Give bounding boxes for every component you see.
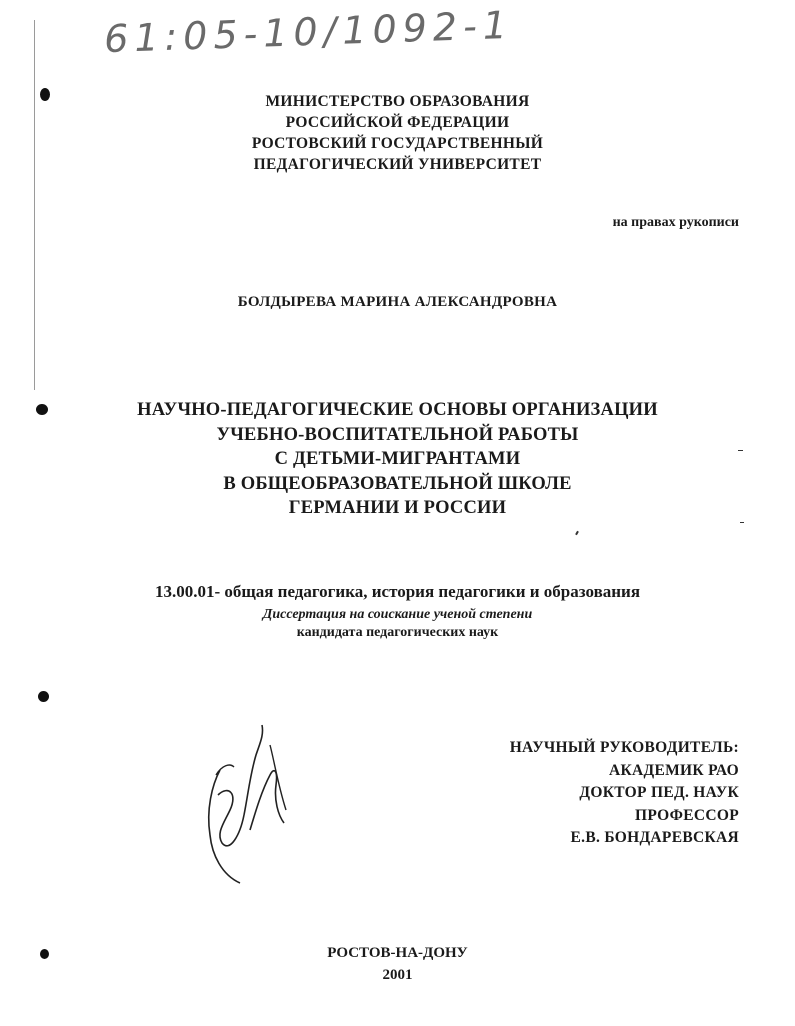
signature — [200, 715, 300, 890]
specialty-code: 13.00.01- общая педагогика, история педагогики и образования — [154, 582, 641, 601]
handwritten-archive-number: 61:05-10/1092-1 — [103, 2, 514, 62]
ministry-line: ПЕДАГОГИЧЕСКИЙ УНИВЕРСИТЕТ — [253, 156, 542, 173]
rights-note: на правах рукописи — [612, 215, 739, 230]
binding-hole-mark-3 — [38, 691, 49, 702]
scan-edge-line — [34, 20, 35, 390]
supervisor-line: Е.В. БОНДАРЕВСКАЯ — [570, 829, 739, 846]
title-line: НАУЧНО-ПЕДАГОГИЧЕСКИЕ ОСНОВЫ ОРГАНИЗАЦИИ — [137, 400, 658, 420]
ministry-line: РОСТОВСКИЙ ГОСУДАРСТВЕННЫЙ — [251, 135, 544, 152]
city-year — [0, 942, 795, 986]
ministry-line: МИНИСТЕРСТВО ОБРАЗОВАНИЯ — [265, 93, 530, 110]
supervisor-block — [510, 737, 739, 850]
ministry-line: РОССИЙСКОЙ ФЕДЕРАЦИИ — [285, 114, 510, 131]
supervisor-line: АКАДЕМИК РАО — [609, 761, 739, 779]
city: РОСТОВ-НА-ДОНУ — [327, 945, 468, 961]
supervisor-line: НАУЧНЫЙ РУКОВОДИТЕЛЬ: — [509, 739, 739, 756]
author-name: БОЛДЫРЕВА МАРИНА АЛЕКСАНДРОВНА — [237, 294, 558, 310]
title-line: С ДЕТЬМИ-МИГРАНТАМИ — [274, 449, 521, 469]
dissertation-title — [0, 398, 795, 521]
supervisor-line: ДОКТОР ПЕД. НАУК — [579, 784, 739, 801]
year: 2001 — [382, 967, 413, 983]
ministry-header — [0, 91, 795, 175]
scan-speck — [740, 522, 744, 523]
supervisor-line: ПРОФЕССОР — [635, 806, 739, 824]
degree-name: кандидата педагогических наук — [296, 625, 499, 640]
title-line: В ОБЩЕОБРАЗОВАТЕЛЬНОЙ ШКОЛЕ — [223, 473, 572, 494]
title-line: УЧЕБНО-ВОСПИТАТЕЛЬНОЙ РАБОТЫ — [216, 424, 579, 445]
dissertation-type: Диссертация на соискание ученой степени — [262, 607, 533, 622]
scan-speck — [575, 531, 579, 535]
title-line: ГЕРМАНИИ И РОССИИ — [288, 498, 507, 518]
